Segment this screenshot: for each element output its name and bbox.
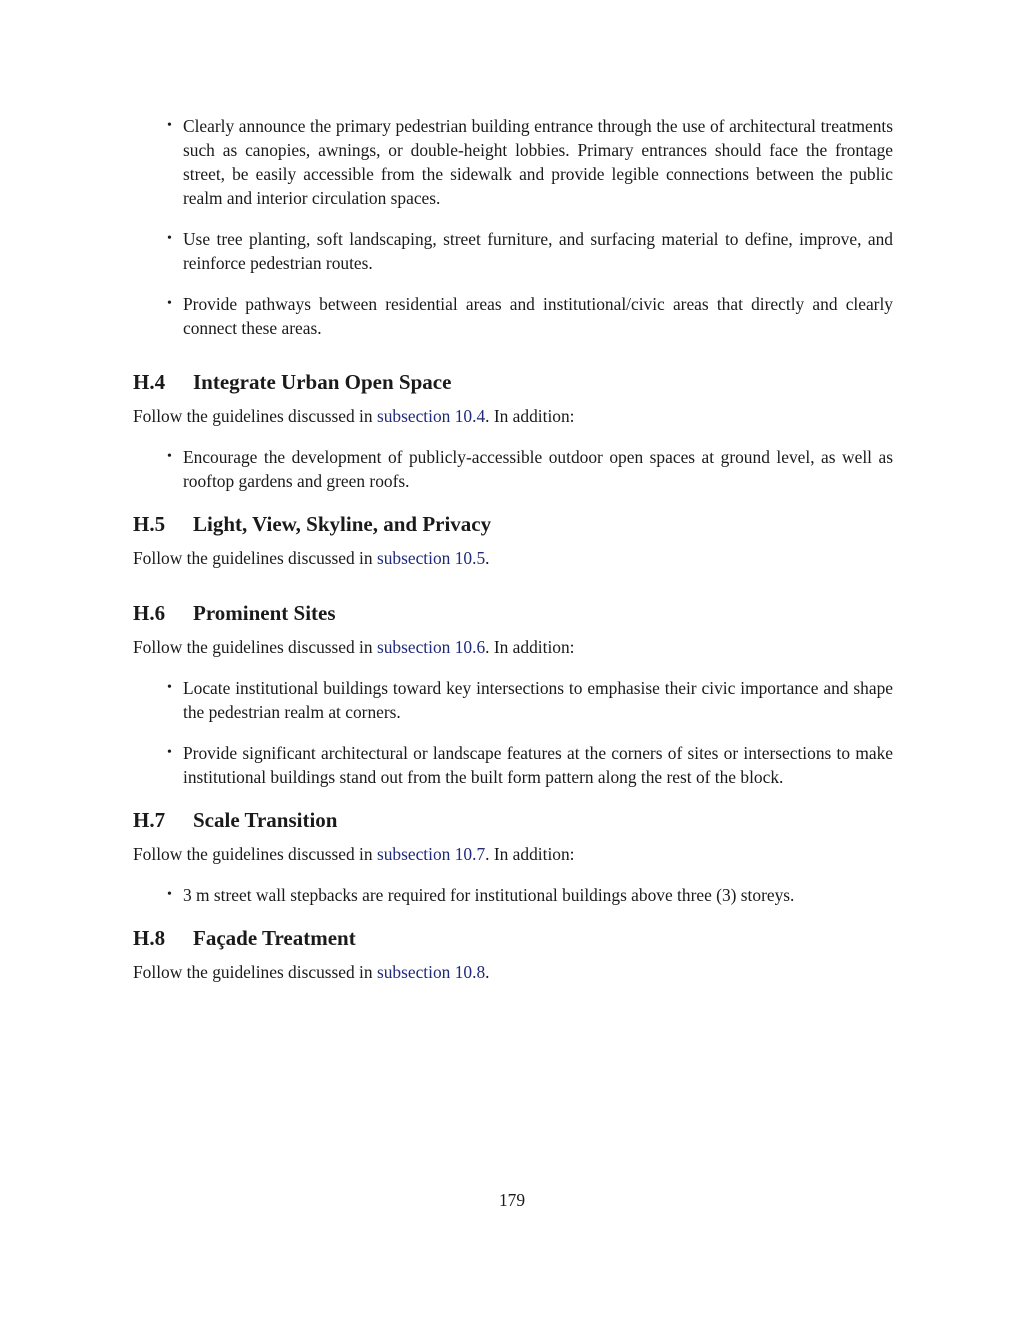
section-number: H.5 [133, 512, 166, 536]
intro-suffix: . In addition: [485, 637, 575, 657]
list-item: • Provide significant architectural or landscape features at the corners of sites or intersections to make institutional buildings stand out from the built form pattern along the rest of the block. [133, 741, 893, 789]
intro-suffix: . [485, 548, 490, 568]
section-intro [133, 635, 893, 659]
list-item: • Use tree planting, soft landscaping, street furniture, and surfacing material to define, improve, and reinforce pedestrian routes. [133, 227, 893, 275]
section-h6 [133, 599, 893, 789]
section-heading [133, 510, 893, 538]
intro-suffix: . In addition: [485, 406, 575, 426]
section-h7 [133, 806, 893, 907]
section-bullet-list [133, 445, 893, 493]
section-title: Façade Treatment [193, 926, 356, 950]
section-title: Integrate Urban Open Space [193, 370, 452, 394]
subsection-link[interactable]: subsection 10.6 [376, 637, 486, 657]
list-item: • Locate institutional buildings toward key intersections to emphasise their civic importance and shape the pedestrian realm at corners. [133, 676, 893, 724]
document-page [133, 114, 893, 984]
section-bullet-list [133, 883, 893, 907]
section-h4 [133, 368, 893, 493]
list-item: • Encourage the development of publicly-accessible outdoor open spaces at ground level, as well as rooftop gardens and green roofs. [133, 445, 893, 493]
section-intro [133, 842, 893, 866]
subsection-link[interactable]: subsection 10.7 [376, 844, 486, 864]
section-intro [133, 404, 893, 428]
section-heading [133, 599, 893, 627]
intro-text: Follow the guidelines discussed in [133, 844, 377, 864]
section-number: H.7 [133, 808, 166, 832]
intro-suffix: . [485, 962, 490, 982]
intro-text: Follow the guidelines discussed in [133, 406, 377, 426]
section-heading [133, 806, 893, 834]
intro-text: Follow the guidelines discussed in [133, 637, 377, 657]
list-item: • Clearly announce the primary pedestrian building entrance through the use of architectural treatments such as canopies, awnings, or double-height lobbies. Primary entrances should face the frontage street, be easily accessible from the sidewalk and provide legible connections between the public realm and interior circulation spaces. [133, 114, 893, 210]
section-heading [133, 924, 893, 952]
subsection-link[interactable]: subsection 10.8 [376, 962, 486, 982]
subsection-link[interactable]: subsection 10.4 [376, 406, 486, 426]
intro-bullet-list [133, 114, 893, 340]
section-title: Scale Transition [193, 808, 338, 832]
subsection-link[interactable]: subsection 10.5 [376, 548, 486, 568]
list-item: • 3 m street wall stepbacks are required for institutional buildings above three (3) storeys. [133, 883, 893, 907]
intro-text: Follow the guidelines discussed in [133, 548, 377, 568]
section-h8 [133, 924, 893, 984]
intro-suffix: . In addition: [485, 844, 575, 864]
section-bullet-list [133, 676, 893, 789]
section-number: H.4 [133, 370, 166, 394]
section-title: Light, View, Skyline, and Privacy [193, 512, 492, 536]
section-heading [133, 368, 893, 396]
section-intro [133, 960, 893, 984]
section-intro [133, 546, 893, 570]
page-number: 179 [498, 1190, 526, 1210]
section-h5 [133, 510, 893, 570]
section-number: H.8 [133, 926, 166, 950]
list-item: • Provide pathways between residential areas and institutional/civic areas that directly and clearly connect these areas. [133, 292, 893, 340]
section-number: H.6 [133, 601, 166, 625]
section-title: Prominent Sites [193, 601, 336, 625]
intro-text: Follow the guidelines discussed in [133, 962, 377, 982]
